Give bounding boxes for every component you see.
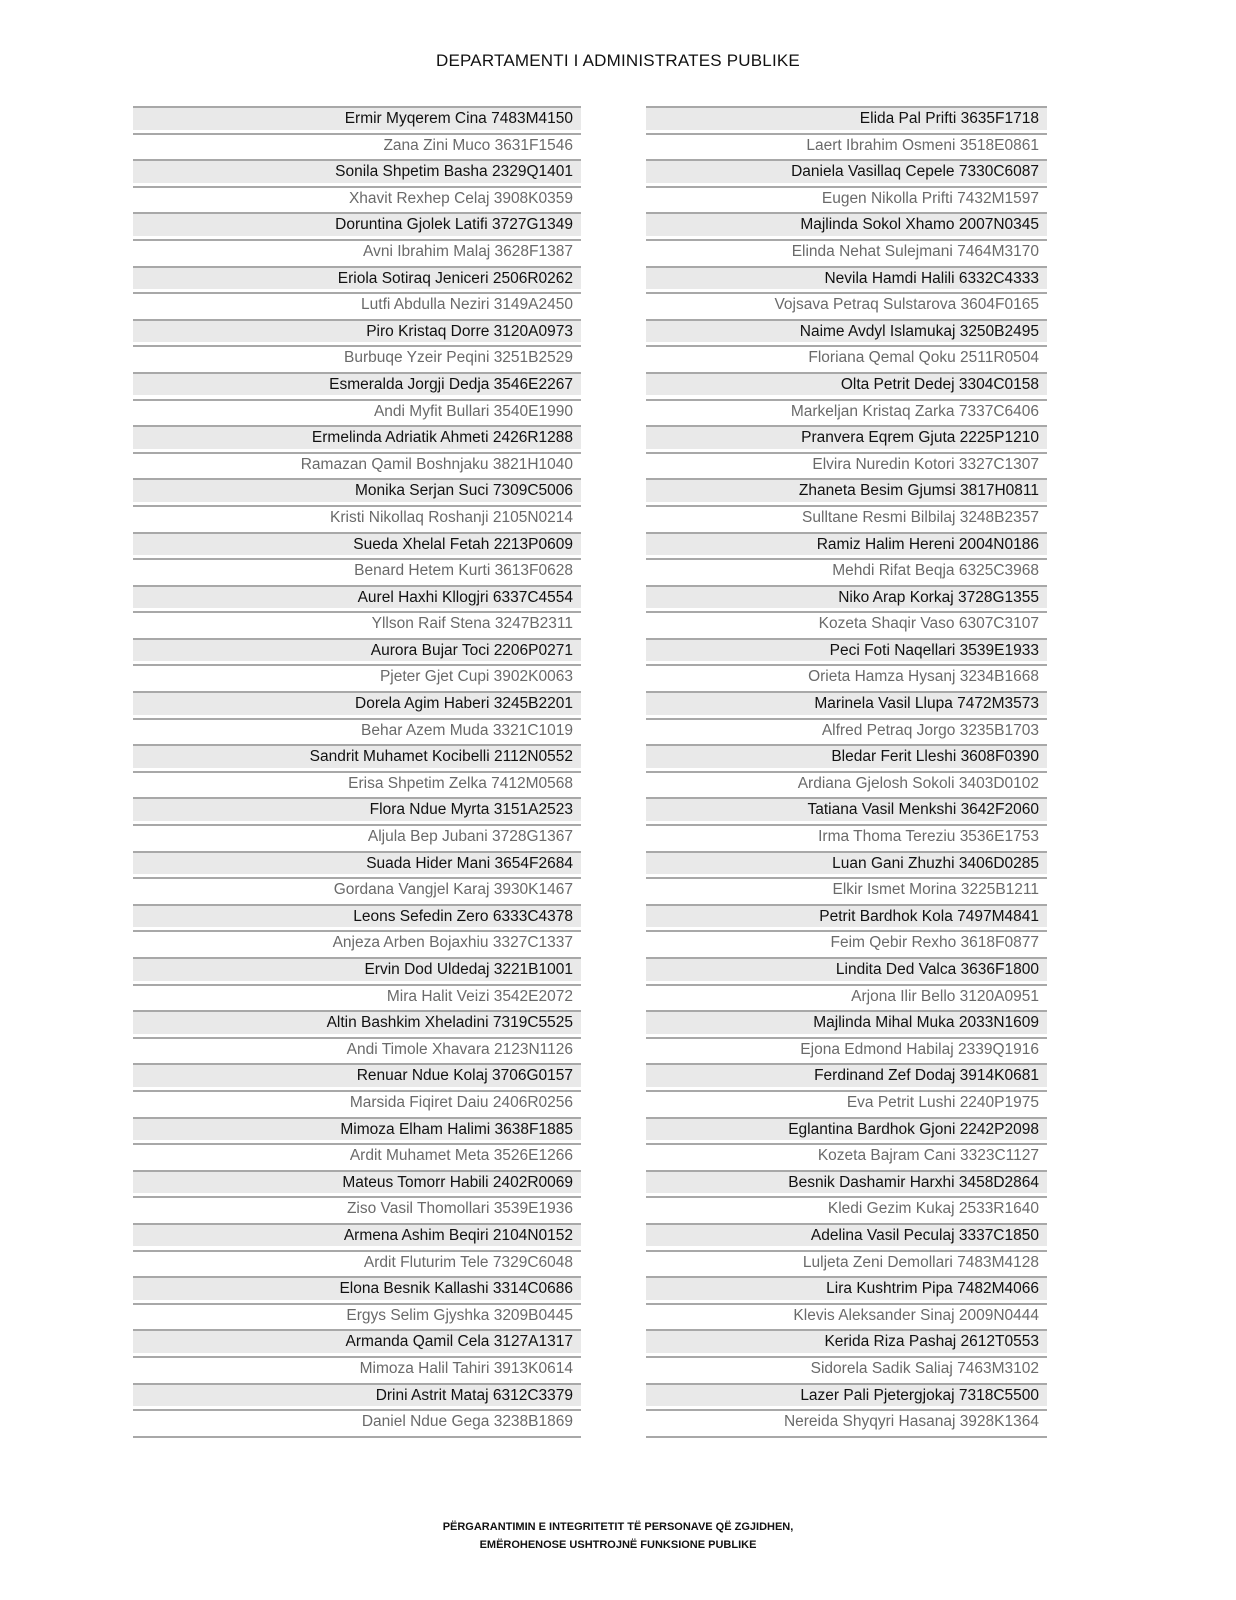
list-item: Eriola Sotiraq Jeniceri 2506R0262	[133, 266, 581, 290]
list-item: Feim Qebir Rexho 3618F0877	[646, 930, 1047, 954]
list-item: Eglantina Bardhok Gjoni 2242P2098	[646, 1117, 1047, 1141]
table-bottom-rule	[646, 1436, 1047, 1438]
footer-line-1: PËRGARANTIMIN E INTEGRITETIT TË PERSONAVE QË ZGJIDHEN,	[442, 1521, 794, 1533]
page-title: DEPARTAMENTI I ADMINISTRATES PUBLIKE	[436, 51, 800, 70]
list-item: Ardit Fluturim Tele 7329C6048	[133, 1250, 581, 1274]
list-item: Ardiana Gjelosh Sokoli 3403D0102	[646, 771, 1047, 795]
list-item: Ejona Edmond Habilaj 2339Q1916	[646, 1037, 1047, 1061]
list-item: Tatiana Vasil Menkshi 3642F2060	[646, 797, 1047, 821]
list-item: Klevis Aleksander Sinaj 2009N0444	[646, 1303, 1047, 1327]
list-item: Elinda Nehat Sulejmani 7464M3170	[646, 239, 1047, 263]
left-name-column	[133, 106, 581, 1438]
list-item: Petrit Bardhok Kola 7497M4841	[646, 904, 1047, 928]
list-item: Zhaneta Besim Gjumsi 3817H0811	[646, 478, 1047, 502]
right-name-column	[646, 106, 1047, 1438]
list-item: Altin Bashkim Xheladini 7319C5525	[133, 1010, 581, 1034]
list-item: Mimoza Elham Halimi 3638F1885	[133, 1117, 581, 1141]
list-item: Pranvera Eqrem Gjuta 2225P1210	[646, 425, 1047, 449]
list-item: Doruntina Gjolek Latifi 3727G1349	[133, 212, 581, 236]
list-item: Lira Kushtrim Pipa 7482M4066	[646, 1276, 1047, 1300]
list-item: Erisa Shpetim Zelka 7412M0568	[133, 771, 581, 795]
list-item: Markeljan Kristaq Zarka 7337C6406	[646, 399, 1047, 423]
list-item: Sidorela Sadik Saliaj 7463M3102	[646, 1356, 1047, 1380]
list-item: Ermelinda Adriatik Ahmeti 2426R1288	[133, 425, 581, 449]
footer	[0, 1518, 1236, 1554]
list-item: Majlinda Mihal Muka 2033N1609	[646, 1010, 1047, 1034]
list-item: Aurora Bujar Toci 2206P0271	[133, 638, 581, 662]
list-item: Arjona Ilir Bello 3120A0951	[646, 984, 1047, 1008]
list-item: Avni Ibrahim Malaj 3628F1387	[133, 239, 581, 263]
list-item: Niko Arap Korkaj 3728G1355	[646, 585, 1047, 609]
list-item: Mira Halit Veizi 3542E2072	[133, 984, 581, 1008]
list-item: Bledar Ferit Lleshi 3608F0390	[646, 744, 1047, 768]
list-item: Nereida Shyqyri Hasanaj 3928K1364	[646, 1409, 1047, 1433]
list-item: Adelina Vasil Peculaj 3337C1850	[646, 1223, 1047, 1247]
list-item: Ermir Myqerem Cina 7483M4150	[133, 106, 581, 130]
list-item: Yllson Raif Stena 3247B2311	[133, 611, 581, 635]
list-item: Laert Ibrahim Osmeni 3518E0861	[646, 133, 1047, 157]
list-item: Xhavit Rexhep Celaj 3908K0359	[133, 186, 581, 210]
list-item: Alfred Petraq Jorgo 3235B1703	[646, 718, 1047, 742]
list-item: Majlinda Sokol Xhamo 2007N0345	[646, 212, 1047, 236]
list-item: Daniel Ndue Gega 3238B1869	[133, 1409, 581, 1433]
list-item: Esmeralda Jorgji Dedja 3546E2267	[133, 372, 581, 396]
list-item: Besnik Dashamir Harxhi 3458D2864	[646, 1170, 1047, 1194]
list-item: Sonila Shpetim Basha 2329Q1401	[133, 159, 581, 183]
list-item: Elona Besnik Kallashi 3314C0686	[133, 1276, 581, 1300]
list-item: Lindita Ded Valca 3636F1800	[646, 957, 1047, 981]
list-item: Ardit Muhamet Meta 3526E1266	[133, 1143, 581, 1167]
list-item: Pjeter Gjet Cupi 3902K0063	[133, 664, 581, 688]
list-item: Kozeta Shaqir Vaso 6307C3107	[646, 611, 1047, 635]
list-item: Renuar Ndue Kolaj 3706G0157	[133, 1063, 581, 1087]
list-item: Suada Hider Mani 3654F2684	[133, 851, 581, 875]
list-item: Ferdinand Zef Dodaj 3914K0681	[646, 1063, 1047, 1087]
footer-line-2: EMËROHENOSE USHTROJNË FUNKSIONE PUBLIKE	[479, 1539, 757, 1551]
list-item: Sulltane Resmi Bilbilaj 3248B2357	[646, 505, 1047, 529]
list-item: Elkir Ismet Morina 3225B1211	[646, 877, 1047, 901]
list-item: Luan Gani Zhuzhi 3406D0285	[646, 851, 1047, 875]
table-bottom-rule	[133, 1436, 581, 1438]
list-item: Nevila Hamdi Halili 6332C4333	[646, 266, 1047, 290]
list-item: Zana Zini Muco 3631F1546	[133, 133, 581, 157]
list-item: Irma Thoma Tereziu 3536E1753	[646, 824, 1047, 848]
list-item: Andi Timole Xhavara 2123N1126	[133, 1037, 581, 1061]
list-item: Flora Ndue Myrta 3151A2523	[133, 797, 581, 821]
list-item: Mateus Tomorr Habili 2402R0069	[133, 1170, 581, 1194]
list-item: Gordana Vangjel Karaj 3930K1467	[133, 877, 581, 901]
list-item: Drini Astrit Mataj 6312C3379	[133, 1383, 581, 1407]
list-item: Burbuqe Yzeir Peqini 3251B2529	[133, 345, 581, 369]
list-item: Mehdi Rifat Beqja 6325C3968	[646, 558, 1047, 582]
list-item: Ervin Dod Uldedaj 3221B1001	[133, 957, 581, 981]
list-item: Ziso Vasil Thomollari 3539E1936	[133, 1196, 581, 1220]
list-item: Mimoza Halil Tahiri 3913K0614	[133, 1356, 581, 1380]
list-item: Floriana Qemal Qoku 2511R0504	[646, 345, 1047, 369]
list-item: Peci Foti Naqellari 3539E1933	[646, 638, 1047, 662]
list-item: Ramazan Qamil Boshnjaku 3821H1040	[133, 452, 581, 476]
list-item: Ergys Selim Gjyshka 3209B0445	[133, 1303, 581, 1327]
list-item: Luljeta Zeni Demollari 7483M4128	[646, 1250, 1047, 1274]
list-item: Dorela Agim Haberi 3245B2201	[133, 691, 581, 715]
list-item: Benard Hetem Kurti 3613F0628	[133, 558, 581, 582]
list-item: Armanda Qamil Cela 3127A1317	[133, 1329, 581, 1353]
list-item: Behar Azem Muda 3321C1019	[133, 718, 581, 742]
list-item: Monika Serjan Suci 7309C5006	[133, 478, 581, 502]
list-item: Marinela Vasil Llupa 7472M3573	[646, 691, 1047, 715]
list-item: Kozeta Bajram Cani 3323C1127	[646, 1143, 1047, 1167]
list-item: Ramiz Halim Hereni 2004N0186	[646, 532, 1047, 556]
list-item: Sandrit Muhamet Kocibelli 2112N0552	[133, 744, 581, 768]
list-item: Elida Pal Prifti 3635F1718	[646, 106, 1047, 130]
list-item: Vojsava Petraq Sulstarova 3604F0165	[646, 292, 1047, 316]
list-item: Lazer Pali Pjetergjokaj 7318C5500	[646, 1383, 1047, 1407]
list-item: Eva Petrit Lushi 2240P1975	[646, 1090, 1047, 1114]
list-item: Elvira Nuredin Kotori 3327C1307	[646, 452, 1047, 476]
list-item: Anjeza Arben Bojaxhiu 3327C1337	[133, 930, 581, 954]
list-item: Piro Kristaq Dorre 3120A0973	[133, 319, 581, 343]
list-item: Kerida Riza Pashaj 2612T0553	[646, 1329, 1047, 1353]
list-item: Leons Sefedin Zero 6333C4378	[133, 904, 581, 928]
list-item: Marsida Fiqiret Daiu 2406R0256	[133, 1090, 581, 1114]
list-item: Eugen Nikolla Prifti 7432M1597	[646, 186, 1047, 210]
list-item: Aurel Haxhi Kllogjri 6337C4554	[133, 585, 581, 609]
list-item: Orieta Hamza Hysanj 3234B1668	[646, 664, 1047, 688]
list-item: Naime Avdyl Islamukaj 3250B2495	[646, 319, 1047, 343]
list-item: Armena Ashim Beqiri 2104N0152	[133, 1223, 581, 1247]
list-item: Kledi Gezim Kukaj 2533R1640	[646, 1196, 1047, 1220]
list-item: Lutfi Abdulla Neziri 3149A2450	[133, 292, 581, 316]
list-item: Kristi Nikollaq Roshanji 2105N0214	[133, 505, 581, 529]
list-item: Aljula Bep Jubani 3728G1367	[133, 824, 581, 848]
list-item: Sueda Xhelal Fetah 2213P0609	[133, 532, 581, 556]
list-item: Daniela Vasillaq Cepele 7330C6087	[646, 159, 1047, 183]
list-item: Andi Myfit Bullari 3540E1990	[133, 399, 581, 423]
list-item: Olta Petrit Dedej 3304C0158	[646, 372, 1047, 396]
